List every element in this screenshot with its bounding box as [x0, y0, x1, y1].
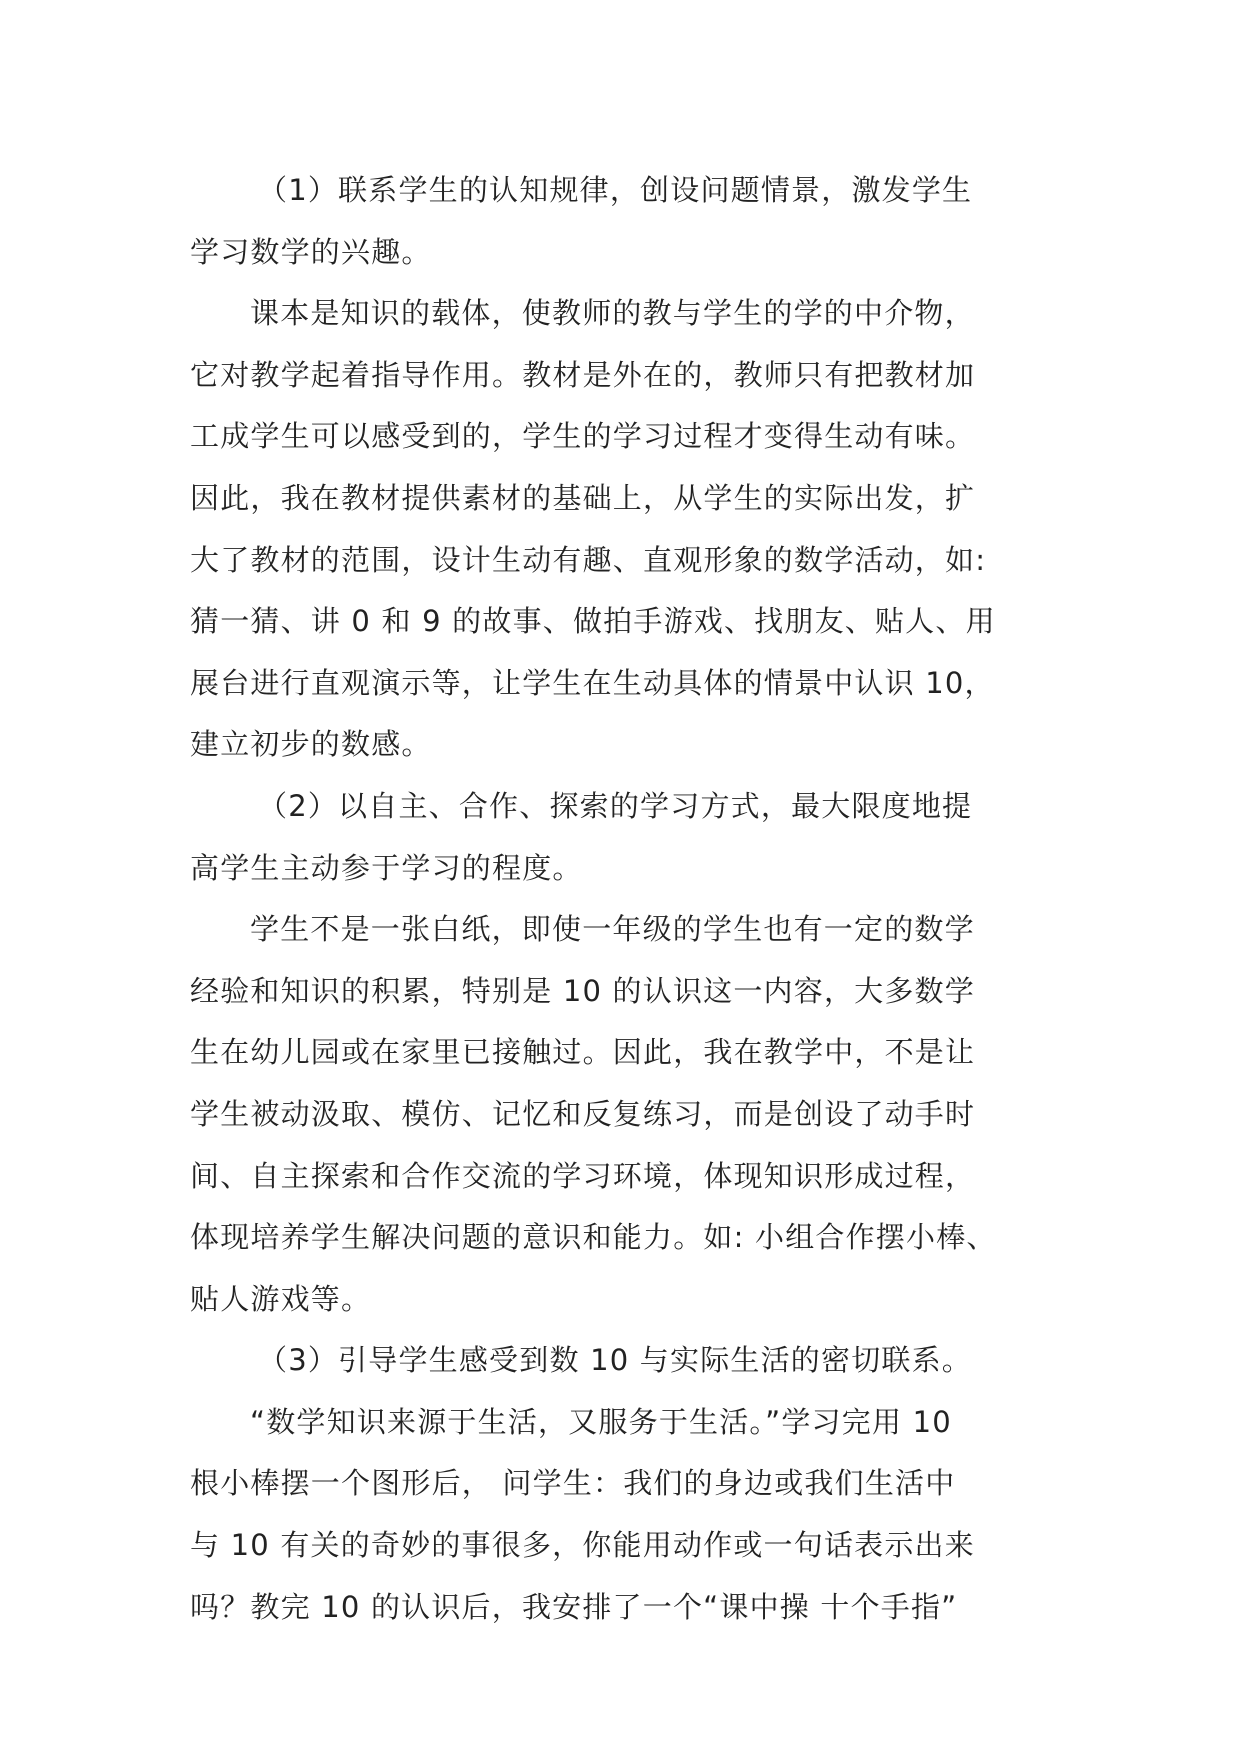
text-line: 根小棒摆一个图形后， 问学生：我们的身边或我们生活中	[190, 1466, 956, 1501]
section-heading-3: （3）引导学生感受到数 10 与实际生活的密切联系。	[258, 1343, 972, 1378]
section-heading-2: （2）以自主、合作、探索的学习方式，最大限度地提	[258, 788, 973, 823]
paragraph-start: 学生不是一张白纸，即使一年级的学生也有一定的数学	[250, 912, 975, 947]
text-line: 学习数学的兴趣。	[190, 234, 432, 269]
text-line: 学生被动汲取、模仿、记忆和反复练习，而是创设了动手时	[190, 1096, 976, 1131]
text-line: 体现培养学生解决问题的意识和能力。如: 小组合作摆小棒、	[190, 1220, 997, 1255]
section-heading-1: （1）联系学生的认知规律，创设问题情景，激发学生	[258, 173, 973, 207]
text-line: 经验和知识的积累，特别是 10 的认识这一内容，大多数学	[190, 973, 975, 1008]
text-line: 生在幼儿园或在家里已接触过。因此，我在教学中，不是让	[190, 1035, 976, 1070]
text-line: 高学生主动参于学习的程度。	[190, 850, 583, 885]
text-line: 它对教学起着指导作用。教材是外在的，教师只有把教材加	[190, 357, 976, 392]
text-line: 吗？教完 10 的认识后，我安排了一个“课中操 十个手指”	[190, 1589, 958, 1624]
text-line: 大了教材的范围，设计生动有趣、直观形象的数学活动，如:	[190, 542, 987, 577]
body-text	[190, 160, 1065, 1638]
text-line: 工成学生可以感受到的，学生的学习过程才变得生动有味。	[190, 419, 976, 454]
text-line: 间、自主探索和合作交流的学习环境，体现知识形成过程，	[190, 1158, 976, 1193]
paragraph-start: 课本是知识的载体，使教师的教与学生的学的中介物，	[250, 296, 975, 331]
text-line: 建立初步的数感。	[190, 727, 432, 762]
text-line: 猜一猜、讲 0 和 9 的故事、做拍手游戏、找朋友、贴人、用	[190, 604, 996, 639]
paragraph-start: “数学知识来源于生活，又服务于生活。”学习完用 10	[250, 1404, 952, 1439]
text-line: 与 10 有关的奇妙的事很多，你能用动作或一句话表示出来	[190, 1528, 975, 1563]
text-line: 展台进行直观演示等，让学生在生动具体的情景中认识 10，	[190, 665, 995, 700]
text-line: 贴人游戏等。	[190, 1281, 372, 1316]
text-line: 因此，我在教材提供素材的基础上，从学生的实际出发，扩	[190, 480, 976, 515]
